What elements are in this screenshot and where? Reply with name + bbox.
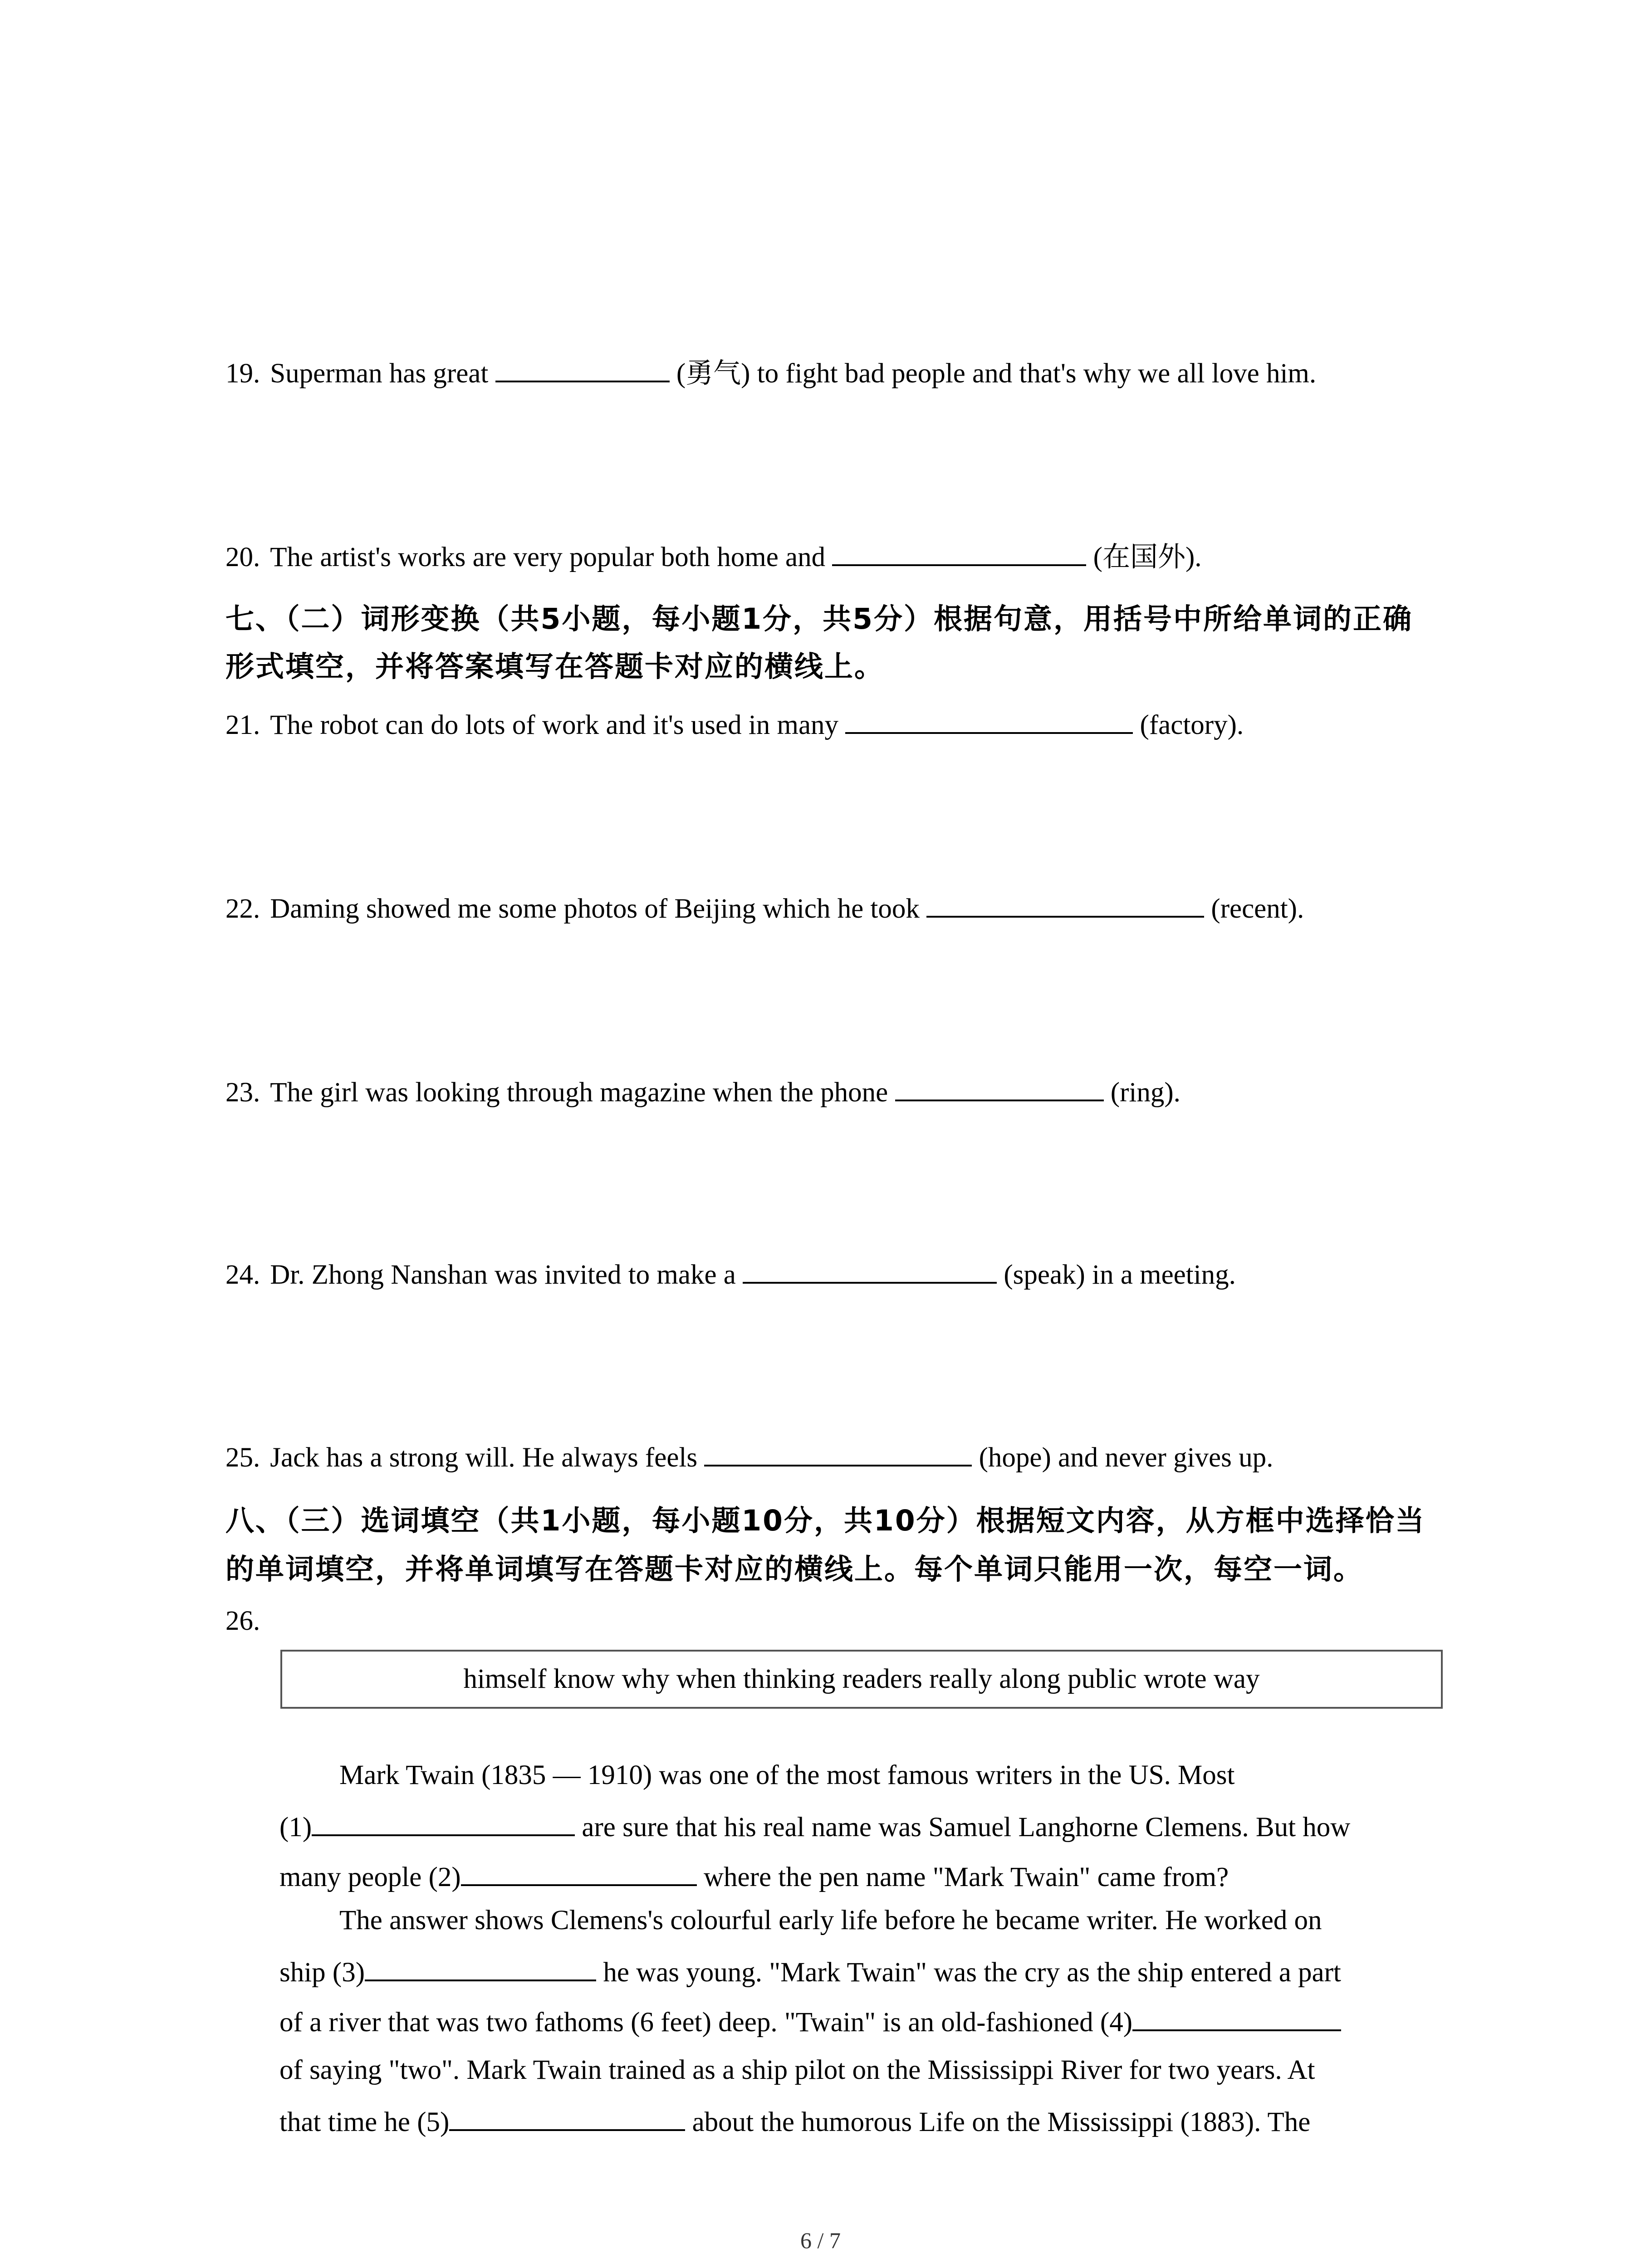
section-8-heading-line1: 八、（三）选词填空（共1小题，每小题10分，共10分）根据短文内容，从方框中选择恰当 xyxy=(225,1504,1425,1537)
section-7-heading-line1: 七、（二）词形变换（共5小题，每小题1分，共5分）根据句意，用括号中所给单词的正确 xyxy=(225,602,1413,635)
word-box-text: himself know why when thinking readers really along public wrote way xyxy=(463,1664,1260,1694)
question-text: Daming showed me some photos of Beijing which he took xyxy=(270,894,920,924)
answer-blank[interactable] xyxy=(895,1075,1104,1101)
question-hint: (factory). xyxy=(1140,710,1244,740)
blank-label-1: (1) xyxy=(279,1812,312,1843)
question-22 xyxy=(225,891,1304,924)
passage-line-2 xyxy=(279,1810,1350,1843)
answer-blank[interactable] xyxy=(743,1257,997,1284)
question-23 xyxy=(225,1075,1181,1108)
passage-line-4: The answer shows Clemens's colourful early life before he became writer. He worked on xyxy=(339,1905,1322,1936)
answer-blank[interactable] xyxy=(704,1440,972,1466)
question-number: 21. xyxy=(225,710,260,740)
question-text: Dr. Zhong Nanshan was invited to make a xyxy=(270,1260,736,1290)
passage-line-3 xyxy=(279,1860,1229,1892)
question-20 xyxy=(225,540,1202,572)
question-text: The artist's works are very popular both home and xyxy=(270,542,826,572)
passage-blank-4[interactable] xyxy=(1132,2005,1341,2031)
answer-blank[interactable] xyxy=(845,708,1133,734)
question-number: 19. xyxy=(225,358,260,389)
blank-label-2: many people (2) xyxy=(279,1862,461,1892)
answer-blank[interactable] xyxy=(495,356,670,382)
passage-text: where the pen name "Mark Twain" came from? xyxy=(704,1862,1229,1892)
blank-label-5: that time he (5) xyxy=(279,2107,450,2137)
passage-blank-3[interactable] xyxy=(365,1955,596,1981)
passage-blank-1[interactable] xyxy=(312,1810,575,1836)
question-25 xyxy=(225,1440,1273,1473)
answer-blank[interactable] xyxy=(926,891,1204,918)
question-text: Jack has a strong will. He always feels xyxy=(270,1442,698,1473)
question-19 xyxy=(225,356,1316,389)
question-hint: (勇气) to fight bad people and that's why we all love him. xyxy=(676,358,1317,389)
passage-text: are sure that his real name was Samuel Langhorne Clemens. But how xyxy=(582,1812,1351,1843)
section-8-heading-line2: 的单词填空，并将单词填写在答题卡对应的横线上。每个单词只能用一次，每空一词。 xyxy=(225,1553,1363,1586)
page-number: 6 / 7 xyxy=(800,2228,841,2253)
question-hint: (speak) in a meeting. xyxy=(1004,1260,1236,1290)
question-number: 23. xyxy=(225,1077,260,1108)
passage-text: he was young. "Mark Twain" was the cry as the ship entered a part xyxy=(603,1957,1341,1988)
passage-text: about the humorous Life on the Mississippi (1883). The xyxy=(692,2107,1311,2137)
question-number: 24. xyxy=(225,1260,260,1290)
question-hint: (在国外). xyxy=(1093,542,1202,572)
passage-line-7: of saying "two". Mark Twain trained as a ship pilot on the Mississippi River for two years. At xyxy=(279,2055,1315,2085)
question-26-number: 26. xyxy=(225,1606,260,1636)
question-text: The girl was looking through magazine when the phone xyxy=(270,1077,888,1108)
passage-line-5 xyxy=(279,1955,1341,1988)
answer-blank[interactable] xyxy=(832,540,1086,566)
passage-line-6 xyxy=(279,2005,1341,2038)
passage-blank-5[interactable] xyxy=(449,2105,685,2131)
question-number: 20. xyxy=(225,542,260,572)
section-7-heading-line2: 形式填空，并将答案填写在答题卡对应的横线上。 xyxy=(225,650,884,683)
question-24 xyxy=(225,1257,1236,1290)
passage-blank-2[interactable] xyxy=(461,1860,697,1886)
question-text: Superman has great xyxy=(270,358,489,389)
blank-label-4: of a river that was two fathoms (6 feet) deep. "Twain" is an old-fashioned (4) xyxy=(279,2007,1133,2038)
question-text: The robot can do lots of work and it's used in many xyxy=(270,710,839,740)
blank-label-3: ship (3) xyxy=(279,1957,365,1988)
question-hint: (hope) and never gives up. xyxy=(979,1442,1274,1473)
passage-line-8 xyxy=(279,2105,1310,2137)
passage-line-1: Mark Twain (1835 — 1910) was one of the most famous writers in the US. Most xyxy=(339,1760,1235,1790)
question-number: 25. xyxy=(225,1442,260,1473)
word-box xyxy=(280,1650,1443,1709)
question-21 xyxy=(225,708,1244,740)
question-hint: (ring). xyxy=(1110,1077,1181,1108)
question-hint: (recent). xyxy=(1211,894,1304,924)
question-number: 22. xyxy=(225,894,260,924)
